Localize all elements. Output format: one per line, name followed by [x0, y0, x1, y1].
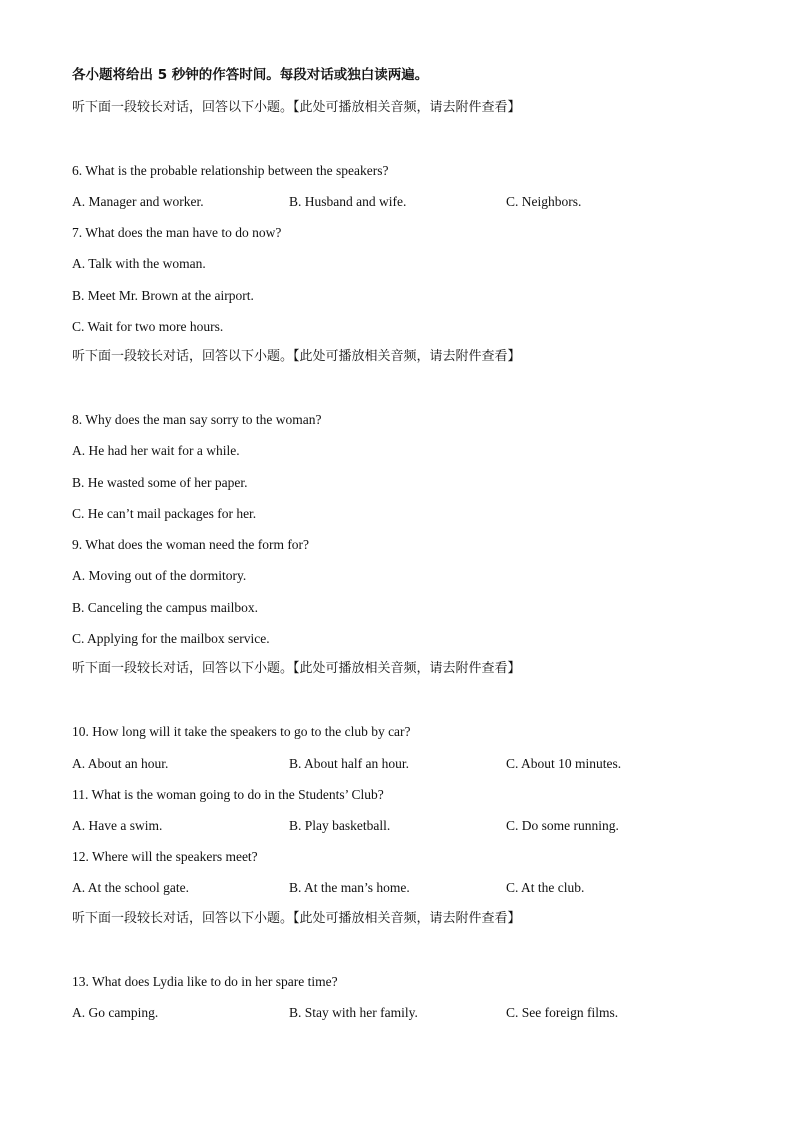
option-b: B. Stay with her family. — [289, 1005, 418, 1020]
option-a: A. Have a swim. — [72, 818, 163, 833]
option-a: A. He had her wait for a while. — [72, 443, 240, 458]
question-stem: 11. What is the woman going to do in the Students’ Club? — [72, 787, 384, 802]
option-a: A. At the school gate. — [72, 880, 189, 895]
question-stem: 10. How long will it take the speakers to go to the club by car? — [72, 724, 411, 739]
question-stem: 9. What does the woman need the form for? — [72, 537, 310, 552]
option-c: C. Applying for the mailbox service. — [72, 631, 270, 646]
listening-instruction: 听下面一段较长对话，回答以下小题。【此处可播放相关音频，请去附件查看】 — [72, 100, 521, 115]
option-c: C. See foreign films. — [506, 1005, 619, 1020]
option-b: B. Husband and wife. — [289, 194, 407, 209]
listening-instruction: 听下面一段较长对话，回答以下小题。【此处可播放相关音频，请去附件查看】 — [72, 911, 521, 926]
section-heading: 各小题将给出 5 秒钟的作答时间。每段对话或独白读两遍。 — [72, 67, 429, 83]
option-c: C. At the club. — [506, 880, 585, 895]
option-a: A. Go camping. — [72, 1005, 159, 1020]
option-c: C. Do some running. — [506, 818, 619, 833]
option-c: C. Wait for two more hours. — [72, 319, 224, 334]
option-a: A. Manager and worker. — [72, 194, 204, 209]
question-stem: 6. What is the probable relationship between the speakers? — [72, 163, 389, 178]
option-b: B. Canceling the campus mailbox. — [72, 600, 258, 615]
option-a: A. Moving out of the dormitory. — [72, 568, 247, 583]
option-c: C. Neighbors. — [506, 194, 582, 209]
question-stem: 7. What does the man have to do now? — [72, 225, 282, 240]
listening-instruction: 听下面一段较长对话，回答以下小题。【此处可播放相关音频，请去附件查看】 — [72, 349, 521, 364]
option-b: B. He wasted some of her paper. — [72, 475, 248, 490]
listening-instruction: 听下面一段较长对话，回答以下小题。【此处可播放相关音频，请去附件查看】 — [72, 661, 521, 676]
question-stem: 8. Why does the man say sorry to the woman? — [72, 412, 322, 427]
question-stem: 12. Where will the speakers meet? — [72, 849, 258, 864]
option-b: B. Play basketball. — [289, 818, 391, 833]
option-b: B. At the man’s home. — [289, 880, 410, 895]
option-c: C. About 10 minutes. — [506, 756, 622, 771]
option-b: B. About half an hour. — [289, 756, 409, 771]
option-b: B. Meet Mr. Brown at the airport. — [72, 288, 254, 303]
question-stem: 13. What does Lydia like to do in her spare time? — [72, 974, 338, 989]
option-c: C. He can’t mail packages for her. — [72, 506, 257, 521]
option-a: A. About an hour. — [72, 756, 169, 771]
option-a: A. Talk with the woman. — [72, 256, 206, 271]
